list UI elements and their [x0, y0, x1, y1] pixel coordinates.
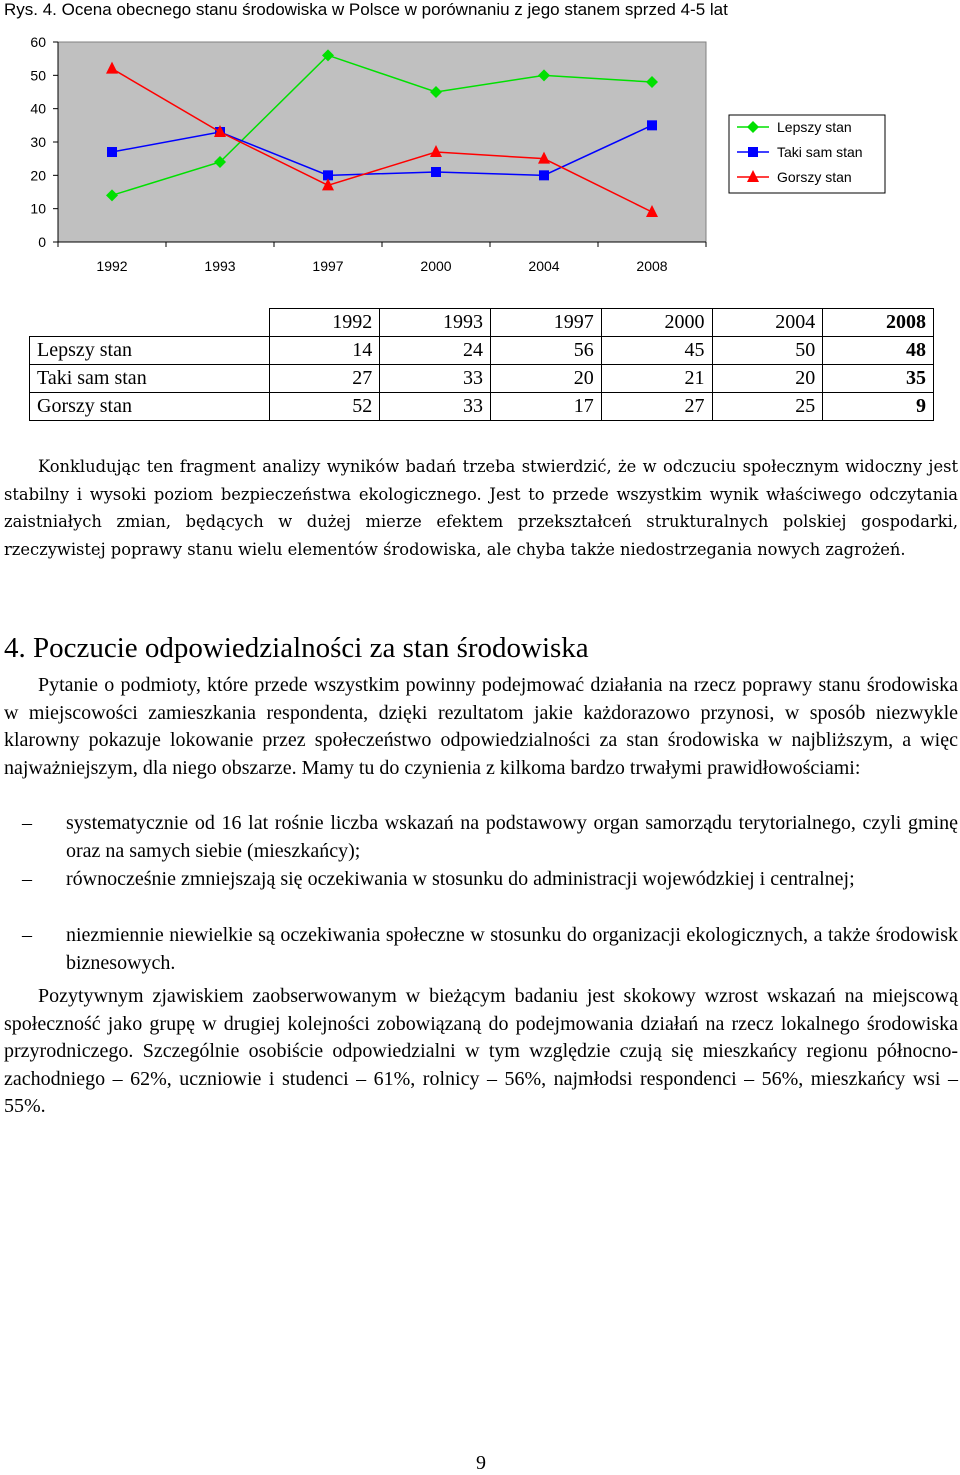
table-cell: 14 — [269, 337, 380, 365]
page-number: 9 — [476, 1452, 486, 1474]
legend-entry: Gorszy stan — [777, 169, 852, 185]
list-item-text: równocześnie zmniejszają się oczekiwania w stosunku do administracji wojewódzkiej i centralnej; — [66, 868, 855, 890]
table-cell: 35 — [823, 365, 934, 393]
paragraph-intro: Pytanie o podmioty, które przede wszystkim powinny podejmować działania na rzecz poprawy stanu środowiska w miejscowości zamieszkania respondenta, dzięki rezultatom jakie każdorazowo przynosi, w sposób niezwykle klarowny pokazuje lokowanie przez społeczeństwo odpowiedzialności za stan środowiska w najbliższym, a więc najważniejszym, dla niego obszarze. Mamy tu do czynienia z kilkoma bardzo trwałymi prawidłowościami: — [4, 674, 958, 779]
data-point — [107, 147, 117, 157]
table-corner-cell — [30, 309, 270, 337]
y-tick-label: 0 — [38, 234, 46, 250]
dash-bullet: – — [22, 812, 32, 834]
table-header-cell: 1997 — [491, 309, 602, 337]
table-cell: 48 — [823, 337, 934, 365]
line-chart — [0, 30, 960, 280]
legend-entry: Lepszy stan — [777, 119, 852, 135]
figure-caption: Rys. 4. Ocena obecnego stanu środowiska w Polsce w porównaniu z jego stanem sprzed 4-5 lat — [4, 0, 728, 19]
y-tick-label: 10 — [30, 200, 46, 217]
paragraph-findings: Pozytywnym zjawiskiem zaobserwowanym w bieżącym badaniu jest skokowy wzrost wskazań na miejscową społeczność jako grupę w drugiej kolejności zobowiązaną do podejmowania działań na rzecz lokalnego środowiska przyrodniczego. Szczególnie osobiście odpowiedzialni w tym względzie czują się mieszkańcy regionu północno-zachodniego – 62%, uczniowie i studenci – 61%, rolnicy – 56%, najmłodsi respondenci – 56%, mieszkańcy wsi – 55%. — [4, 985, 958, 1117]
table-row — [30, 365, 934, 393]
table-header-cell: 2004 — [712, 309, 823, 337]
table-cell: 20 — [712, 365, 823, 393]
x-tick-label: 1993 — [204, 258, 236, 274]
table-cell: 33 — [380, 365, 491, 393]
data-point — [539, 170, 549, 180]
table-cell: 9 — [823, 393, 934, 421]
list-item-text: systematycznie od 16 lat rośnie liczba wskazań na podstawowy organ samorządu terytorialnego, czyli gminę oraz na samych siebie (mieszkańcy); — [66, 812, 958, 862]
dash-bullet: – — [22, 924, 32, 946]
table-cell: 24 — [380, 337, 491, 365]
y-tick-label: 50 — [30, 67, 46, 84]
table-cell: 17 — [491, 393, 602, 421]
table-cell: 50 — [712, 337, 823, 365]
table-header-cell: 2008 — [823, 309, 934, 337]
table-cell: 27 — [601, 393, 712, 421]
data-table — [29, 308, 934, 421]
table-cell: 52 — [269, 393, 380, 421]
x-tick-label: 2004 — [528, 258, 560, 274]
table-header-cell: 1992 — [269, 309, 380, 337]
y-tick-label: 60 — [30, 34, 46, 50]
table-header-row — [30, 309, 934, 337]
y-tick-label: 20 — [30, 167, 46, 184]
data-point — [647, 120, 657, 130]
table-cell: 25 — [712, 393, 823, 421]
dash-bullet: – — [22, 868, 32, 890]
paragraph-conclusion: Konkludując ten fragment analizy wyników badań trzeba stwierdzić, że w odczuciu społecznym widoczny jest stabilny i wysoki poziom bezpieczeństwa ekologicznego. Jest to przede wszystkim wynik właściwego odczytania zaistniałych zmian, będących w dużej mierze efektem przekształceń strukturalnych polskiej gospodarki, rzeczywistej poprawy stanu wielu elementów środowiska, ale chyba także niedostrzegania nowych zagrożeń. — [4, 457, 958, 559]
table-row-label: Gorszy stan — [30, 393, 270, 421]
data-point — [431, 167, 441, 177]
table-row-label: Taki sam stan — [30, 365, 270, 393]
table-cell: 45 — [601, 337, 712, 365]
list-item — [4, 922, 958, 977]
table-cell: 33 — [380, 393, 491, 421]
legend-entry: Taki sam stan — [777, 144, 863, 160]
table-row-label: Lepszy stan — [30, 337, 270, 365]
x-tick-label: 1997 — [312, 258, 344, 274]
legend-marker — [748, 147, 758, 157]
list-item — [4, 866, 958, 894]
y-tick-label: 40 — [30, 100, 46, 117]
section-heading: 4. Poczucie odpowiedzialności za stan środowiska — [4, 632, 589, 664]
plot-area — [58, 42, 706, 242]
y-tick-label: 30 — [30, 134, 46, 150]
x-tick-label: 2008 — [636, 258, 668, 274]
table-cell: 56 — [491, 337, 602, 365]
x-tick-label: 2000 — [420, 258, 452, 274]
list-item — [4, 810, 958, 865]
table-header-cell: 2000 — [601, 309, 712, 337]
table-cell: 20 — [491, 365, 602, 393]
table-row — [30, 393, 934, 421]
table-cell: 21 — [601, 365, 712, 393]
table-row — [30, 337, 934, 365]
table-cell: 27 — [269, 365, 380, 393]
x-tick-label: 1992 — [96, 258, 128, 274]
table-header-cell: 1993 — [380, 309, 491, 337]
list-item-text: niezmiennie niewielkie są oczekiwania społeczne w stosunku do organizacji ekologicznych, a także środowisk biznesowych. — [66, 924, 958, 974]
